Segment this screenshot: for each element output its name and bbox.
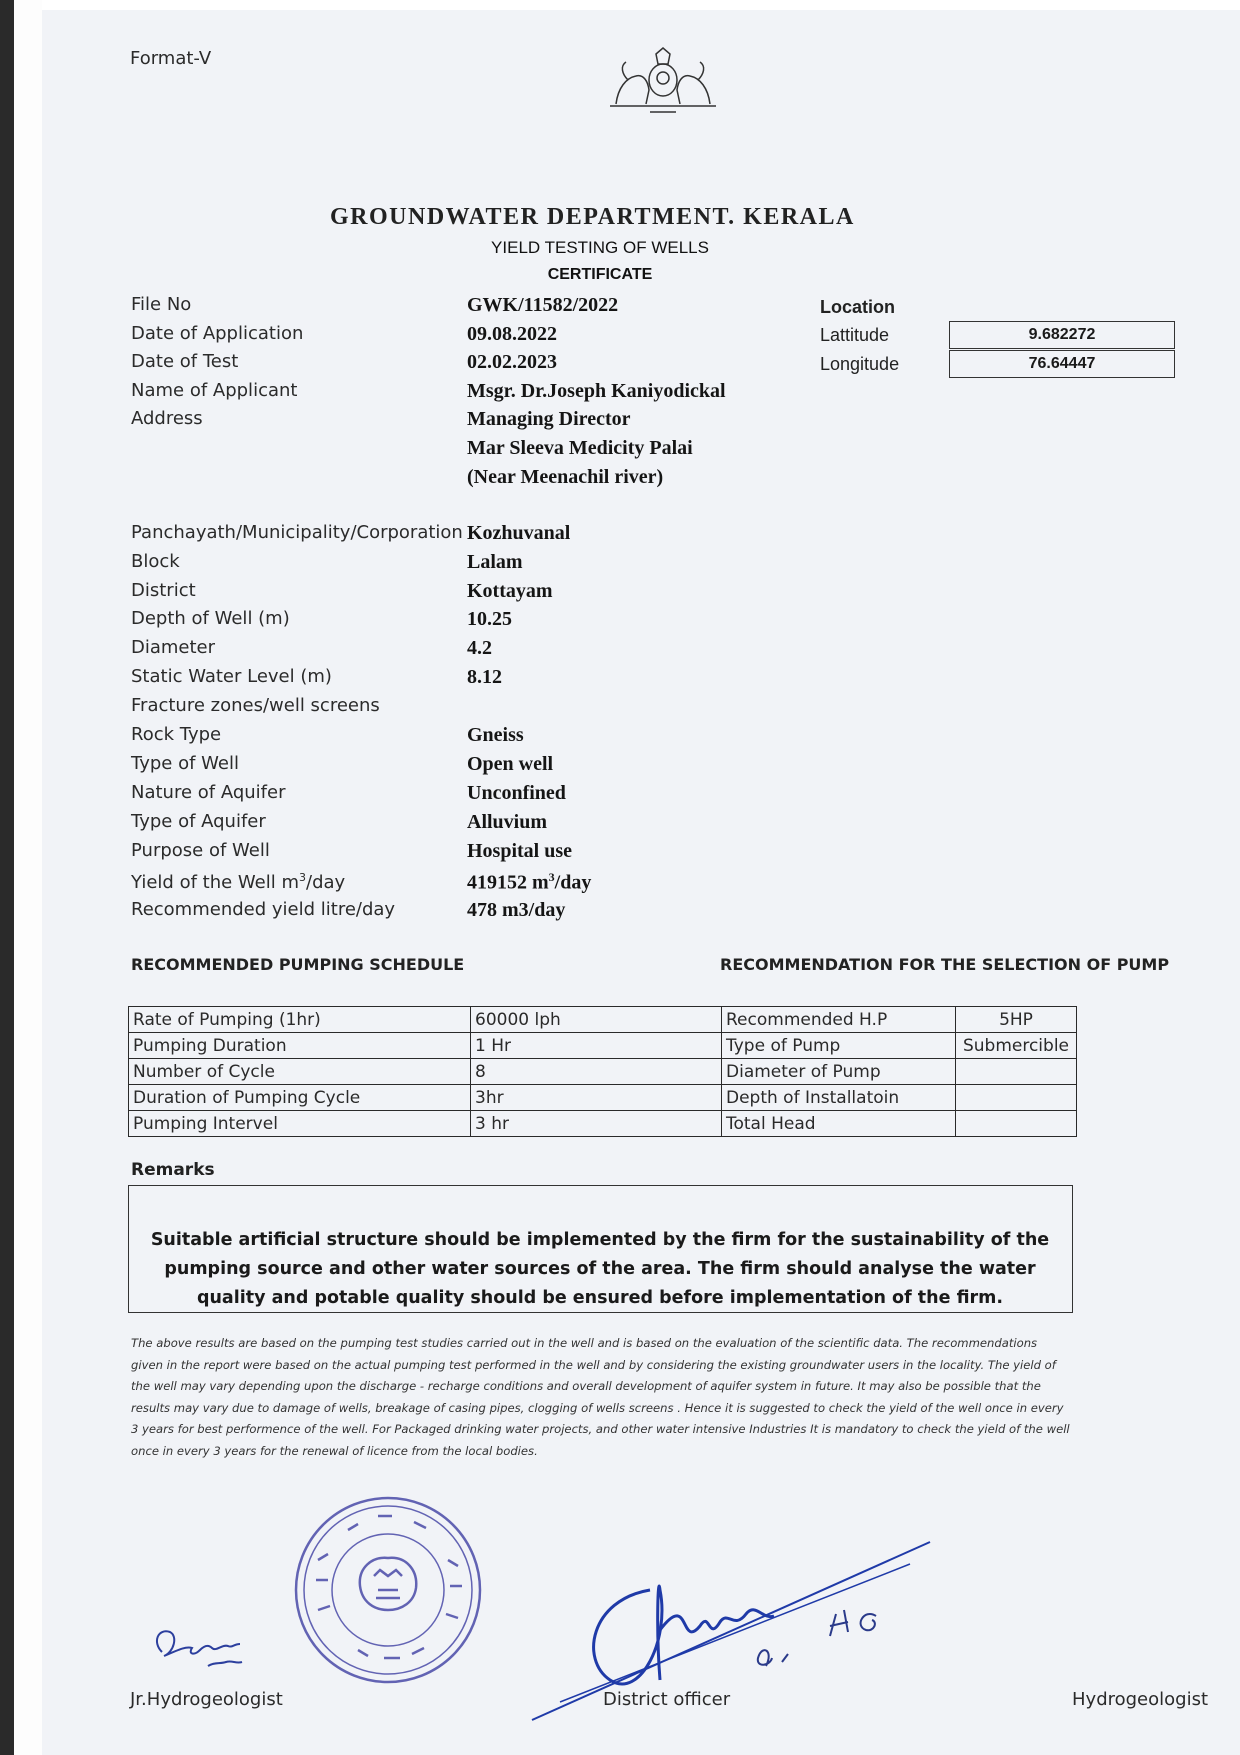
well-detail-value: 8.12 xyxy=(467,666,502,688)
well-detail-label: Depth of Well (m) xyxy=(131,608,290,629)
well-detail-label: District xyxy=(131,580,196,601)
address-label: Address xyxy=(131,408,203,429)
table-row xyxy=(129,1007,1077,1033)
jr-hydrogeologist-signature-icon xyxy=(148,1622,258,1680)
well-detail-value: Unconfined xyxy=(467,782,566,804)
latitude-label: Lattitude xyxy=(820,325,890,345)
table-row xyxy=(129,1059,1077,1085)
well-detail-value: Open well xyxy=(467,753,554,775)
well-detail-value: Lalam xyxy=(467,551,523,573)
pump-value: 5HP xyxy=(956,1007,1077,1033)
scan-edge xyxy=(0,0,14,1755)
well-detail-label: Block xyxy=(131,551,180,572)
pump-value xyxy=(956,1111,1077,1137)
well-detail-label: Type of Well xyxy=(131,753,239,774)
well-detail-label: Panchayath/Municipality/Corporation xyxy=(131,522,463,543)
format-label: Format-V xyxy=(130,48,212,69)
well-detail-value: Alluvium xyxy=(467,811,548,833)
scan-margin xyxy=(14,0,42,1755)
schedule-label: Pumping Duration xyxy=(129,1033,471,1059)
document-subtitle: YIELD TESTING OF WELLS xyxy=(491,238,709,257)
pump-value xyxy=(956,1059,1077,1085)
pump-label: Type of Pump xyxy=(722,1033,956,1059)
date-application-value: 09.08.2022 xyxy=(467,323,557,345)
yield-value: 419152 $m^3$/day xyxy=(467,870,592,894)
schedule-value: 8 xyxy=(471,1059,722,1085)
address-line: Managing Director xyxy=(467,408,631,430)
well-detail-value: Hospital use xyxy=(467,840,573,862)
file-no-value: GWK/11582/2022 xyxy=(467,294,619,316)
recommended-yield-value: 478 m3/day xyxy=(467,899,566,921)
document-type: CERTIFICATE xyxy=(547,266,653,283)
schedule-label: Duration of Pumping Cycle xyxy=(129,1085,471,1111)
well-detail-label: Purpose of Well xyxy=(131,840,270,861)
remarks-text: Suitable artificial structure should be implemented by the firm for the sustainability of the pumping source and other water sources of the area. The firm should analyse the water quality and potable quality should be ensured before implementation of the firm. xyxy=(150,1230,1050,1308)
table-row xyxy=(129,1085,1077,1111)
pump-label: Depth of Installatoin xyxy=(722,1085,956,1111)
well-detail-label: Fracture zones/well screens xyxy=(131,695,380,716)
jr-hydrogeologist-label: Jr.Hydrogeologist xyxy=(130,1689,283,1710)
schedule-label: Number of Cycle xyxy=(129,1059,471,1085)
applicant-name-label: Name of Applicant xyxy=(131,380,298,401)
pump-label: Recommended H.P xyxy=(722,1007,956,1033)
schedule-label: Rate of Pumping (1hr) xyxy=(129,1007,471,1033)
address-line: Mar Sleeva Medicity Palai xyxy=(467,437,693,459)
state-emblem-icon xyxy=(606,44,720,116)
location-label: Location xyxy=(820,297,895,317)
well-detail-value: Kozhuvanal xyxy=(467,522,571,544)
well-detail-value: 4.2 xyxy=(467,637,492,659)
recommended-yield-label: Recommended yield litre/day xyxy=(131,899,396,920)
schedule-value: 3hr xyxy=(471,1085,722,1111)
office-seal-icon xyxy=(288,1490,488,1690)
date-test-label: Date of Test xyxy=(131,351,239,372)
table-row xyxy=(129,1033,1077,1059)
well-detail-label: Type of Aquifer xyxy=(131,811,266,832)
remarks-label: Remarks xyxy=(131,1160,215,1180)
well-detail-label: Static Water Level (m) xyxy=(131,666,332,687)
pump-selection-title: RECOMMENDATION FOR THE SELECTION OF PUMP xyxy=(720,955,1170,974)
department-title: GROUNDWATER DEPARTMENT. KERALA xyxy=(330,204,855,230)
well-detail-label: Rock Type xyxy=(131,724,222,745)
district-officer-label: District officer xyxy=(603,1689,731,1710)
address-line: (Near Meenachil river) xyxy=(467,466,664,488)
pump-label: Diameter of Pump xyxy=(722,1059,956,1085)
schedule-value: 3 hr xyxy=(471,1111,722,1137)
well-detail-label: Nature of Aquifer xyxy=(131,782,286,803)
well-detail-label: Diameter xyxy=(131,637,216,658)
well-detail-value: Kottayam xyxy=(467,580,553,602)
district-officer-signature-icon xyxy=(530,1530,950,1730)
well-detail-value: 10.25 xyxy=(467,608,512,630)
yield-label: Yield of the Well $m^3$/day xyxy=(131,871,346,893)
longitude-label: Longitude xyxy=(820,354,900,374)
pump-label: Total Head xyxy=(722,1111,956,1137)
latitude-value: 9.682272 xyxy=(949,321,1175,349)
applicant-name-value: Msgr. Dr.Joseph Kaniyodickal xyxy=(467,380,726,402)
pump-value: Submercible xyxy=(956,1033,1077,1059)
disclaimer-text: The above results are based on the pumping test studies carried out in the well and is based on the evaluation of the scientific data. The recommendations given in the report were based on the actual pumping test performed in the well and by considering the existing groundwater users in the locality. The yield of the well may vary depending upon the discharge - recharge conditions and overall development of aquifer system in future. It may also be possible that the results may vary due to damage of wells, breakage of casing pipes, clogging of wells screens . Hence it is suggested to check the yield of the well once in every 3 years for best performence of the well. For Packaged drinking water projects, and other water intensive Industries It is mandatory to check the yield of the well once in every 3 years for the renewal of licence from the local bodies. xyxy=(131,1336,1070,1458)
schedule-value: 1 Hr xyxy=(471,1033,722,1059)
schedule-label: Pumping Intervel xyxy=(129,1111,471,1137)
date-application-label: Date of Application xyxy=(131,323,304,344)
table-row xyxy=(129,1111,1077,1137)
pump-value xyxy=(956,1085,1077,1111)
pumping-schedule-title: RECOMMENDED PUMPING SCHEDULE xyxy=(131,955,465,974)
hydrogeologist-label: Hydrogeologist xyxy=(1072,1689,1209,1710)
longitude-value: 76.64447 xyxy=(949,350,1175,378)
date-test-value: 02.02.2023 xyxy=(467,351,557,373)
file-no-label: File No xyxy=(131,294,192,315)
pumping-table xyxy=(128,1006,1077,1137)
well-detail-value: Gneiss xyxy=(467,724,524,746)
schedule-value: 60000 lph xyxy=(471,1007,722,1033)
